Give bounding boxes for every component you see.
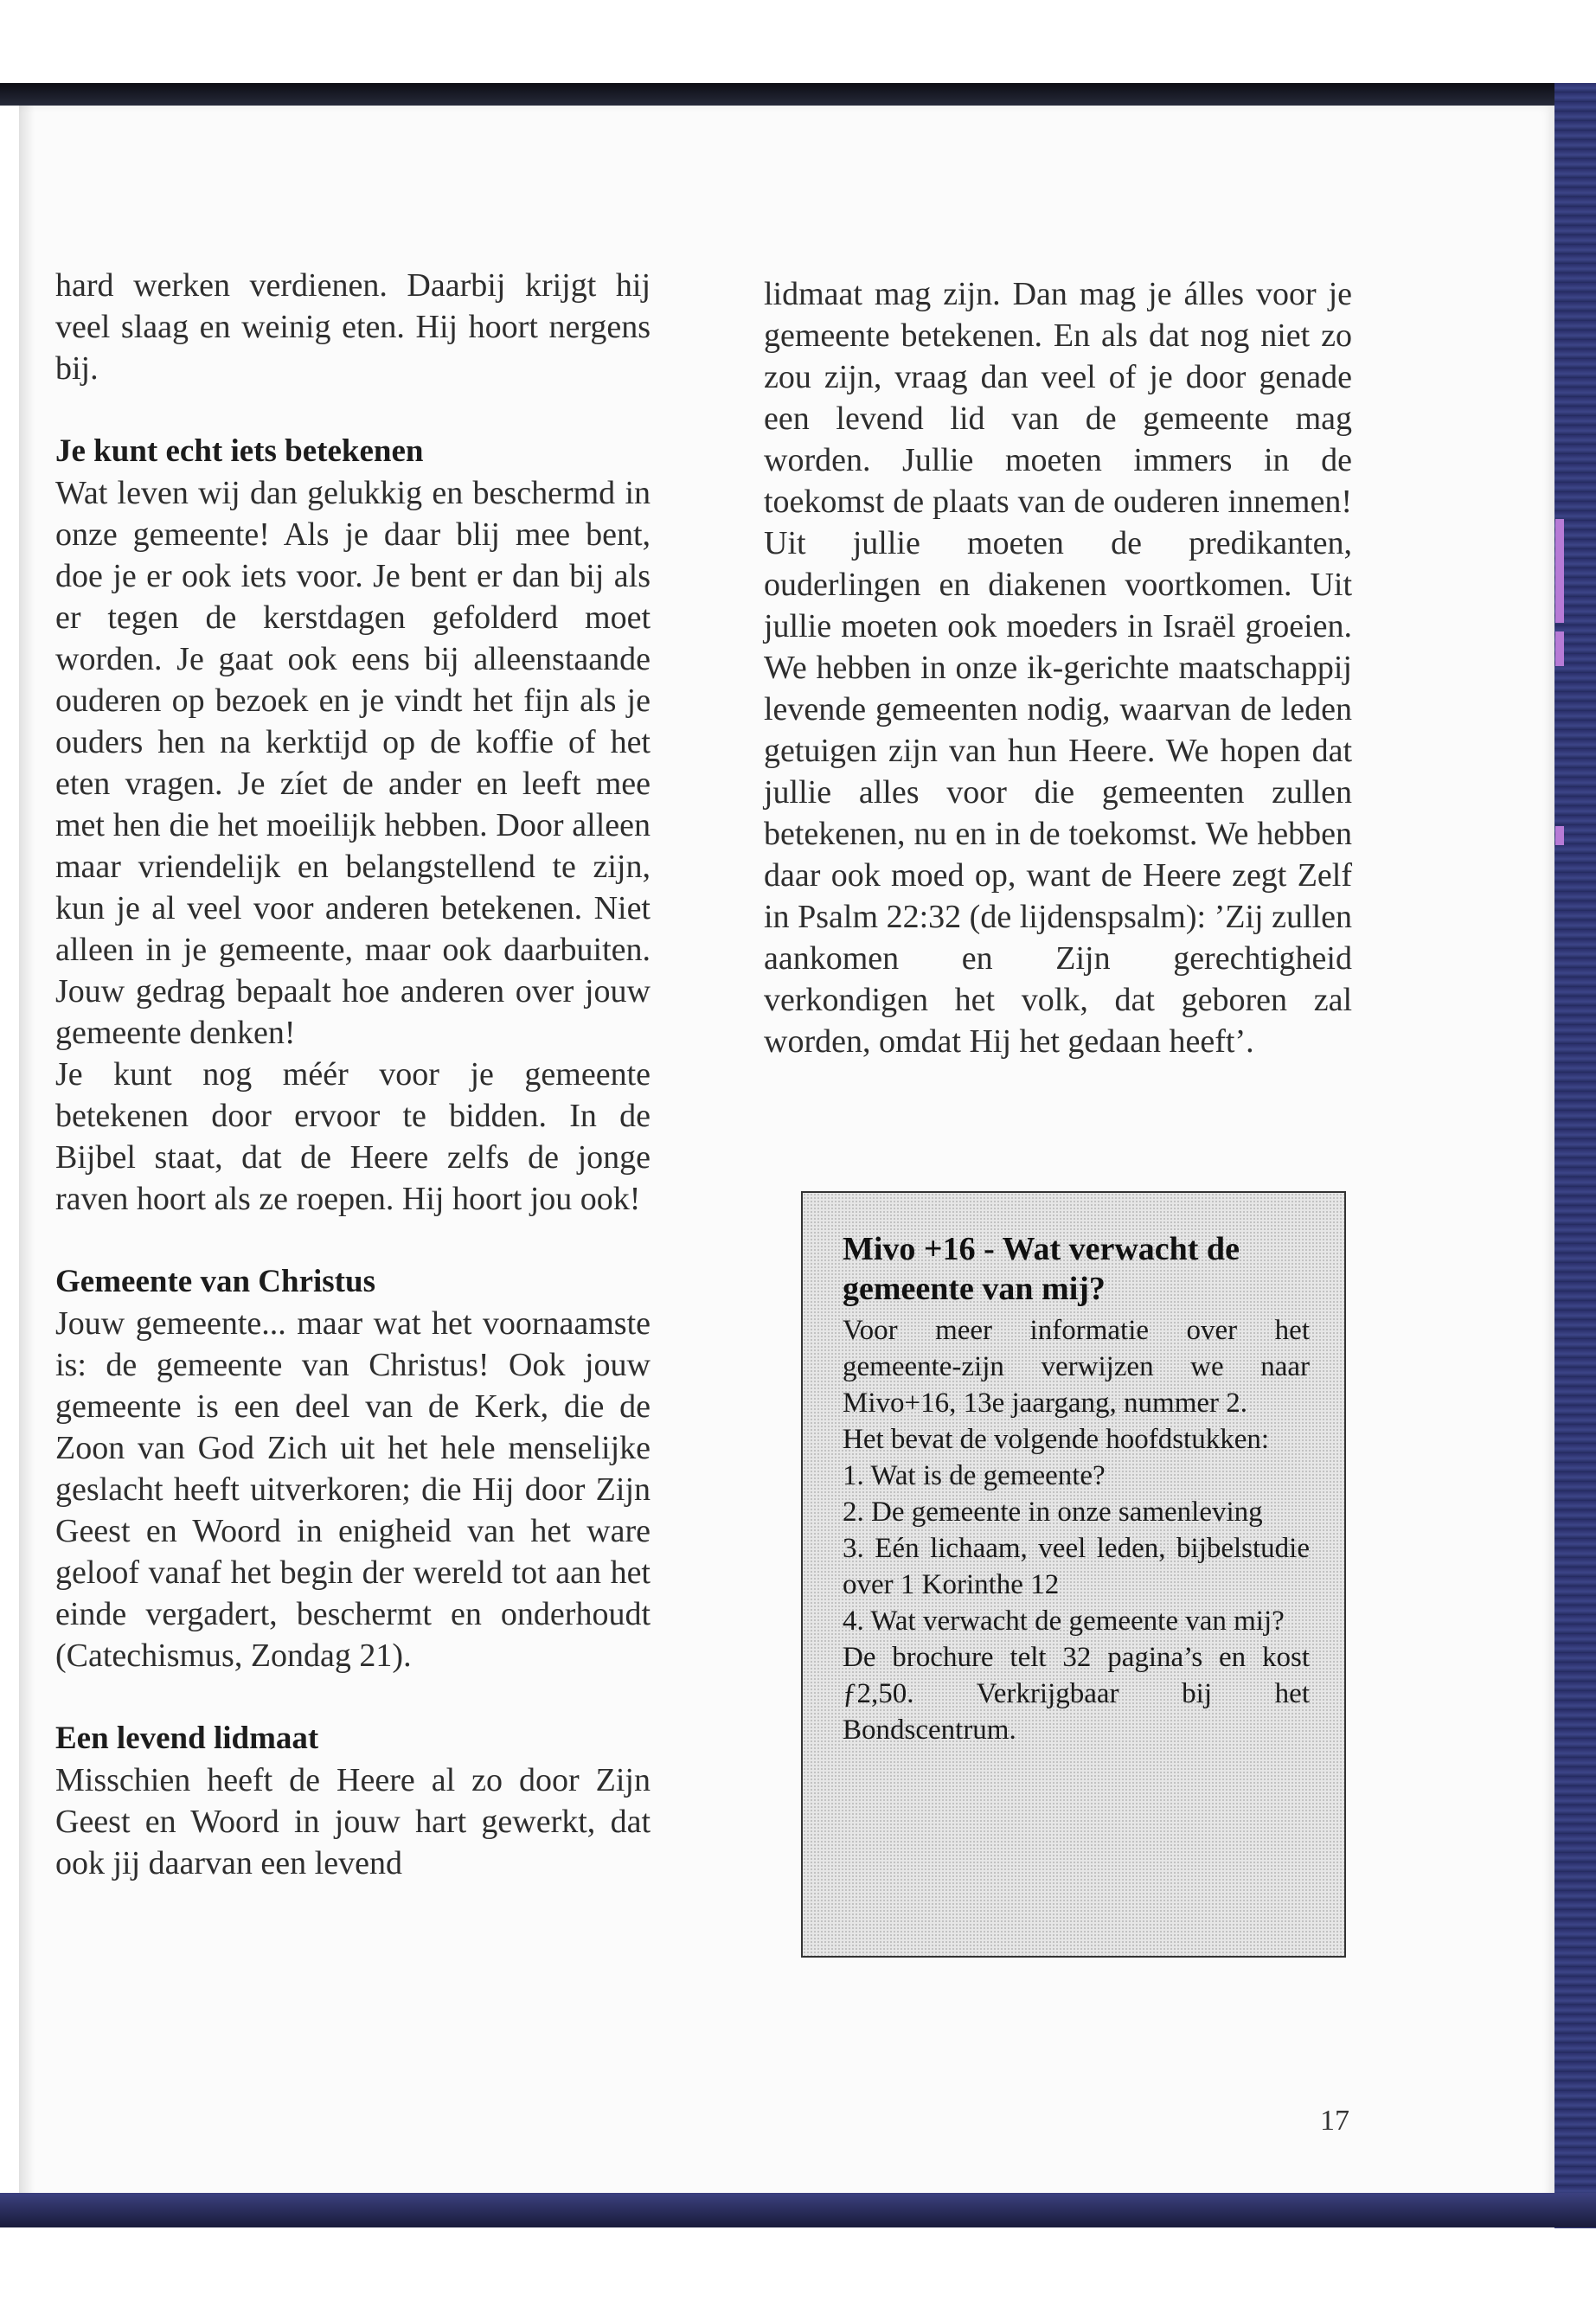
purple-tab-marker bbox=[1555, 826, 1564, 845]
info-box-footer: De brochure telt 32 pagina’s en kost ƒ2,50. Verkrijgbaar bij het Bondscentrum. bbox=[843, 1642, 1310, 1746]
top-cover-edge bbox=[0, 83, 1596, 106]
section-heading: Je kunt echt iets betekenen bbox=[55, 433, 424, 469]
right-column bbox=[764, 273, 1352, 1062]
section-heading: Een levend lidmaat bbox=[55, 1721, 319, 1756]
info-box bbox=[801, 1191, 1346, 1958]
info-box-title: Mivo +16 - Wat verwacht de gemeente van mij? bbox=[843, 1231, 1240, 1307]
paragraph: Jouw gemeente... maar wat het voornaamste is: de gemeente van Christus! Ook jouw gemeente is een deel van de Kerk, die de Zoon van God Zich uit het hele menselijke geslacht heeft uitverkoren; die Hij door Zijn Geest en Woord in enigheid van het ware geloof vanaf het begin der wereld tot aan het einde vergadert, beschermt en onderhoudt (Catechismus, Zondag 21). bbox=[55, 1305, 651, 1674]
chapter-item: 2. De gemeente in onze samenleving bbox=[843, 1497, 1263, 1528]
bottom-cover-edge bbox=[0, 2193, 1596, 2227]
page-number: 17 bbox=[1320, 2105, 1349, 2137]
right-cover-edge bbox=[1554, 83, 1596, 2228]
paragraph: Je kunt nog méér voor je gemeente betekenen door ervoor te bidden. In de Bijbel staat, dat de Heere zelfs de jonge raven hoort als ze roepen. Hij hoort jou ook! bbox=[55, 1056, 651, 1217]
paragraph: Wat leven wij dan gelukkig en beschermd in onze gemeente! Als je daar blij mee bent, doe je er ook iets voor. Je bent er dan bij als er tegen de kerstdagen gefolderd moet worden. Je gaat ook eens bij alleenstaande ouderen op bezoek en je vindt het fijn als je ouders hen na kerktijd op de koffie of het eten vragen. Je zíet de ander en leeft mee met hen die het moeilijk hebben. Door alleen maar vriendelijk en belangstellend te zijn, kun je al veel voor anderen betekenen. Niet alleen in je gemeente, maar ook daarbuiten. Jouw gedrag bepaalt hoe anderen over jouw gemeente denken! bbox=[55, 475, 651, 1051]
info-box-intro: Voor meer informatie over het gemeente-zijn verwijzen we naar Mivo+16, 13e jaargang, nummer 2. bbox=[843, 1315, 1310, 1419]
section-heading: Gemeente van Christus bbox=[55, 1264, 375, 1299]
info-box-contents-intro: Het bevat de volgende hoofdstukken: bbox=[843, 1424, 1270, 1455]
chapter-list bbox=[843, 1458, 1310, 1639]
purple-tab-marker bbox=[1555, 519, 1564, 623]
chapter-item: 1. Wat is de gemeente? bbox=[843, 1460, 1106, 1491]
paragraph: Misschien heeft de Heere al zo door Zijn Geest en Woord in jouw hart gewerkt, dat ook jij daarvan een levend bbox=[55, 1762, 651, 1881]
paragraph: lidmaat mag zijn. Dan mag je álles voor je gemeente betekenen. En als dat nog niet zo zou zijn, vraag dan veel of je door genade een levend lid van de gemeente mag worden. Jullie moeten immers in de toekomst de plaats van de ouderen innemen! Uit jullie moeten de predikanten, ouderlingen en diakenen voortkomen. Uit jullie moeten ook moeders in Israël groeien. We hebben in onze ik-gerichte maatschappij levende gemeenten nodig, waarvan de leden getuigen zijn van hun Heere. We hopen dat jullie alles voor die gemeenten zullen betekenen, nu en in de toekomst. We hebben daar ook moed op, want de Heere zegt Zelf in Psalm 22:32 (de lijdenspsalm): ’Zij zullen aankomen en Zijn gerechtigheid verkondigen het volk, dat geboren zal worden, omdat Hij het gedaan heeft’. bbox=[764, 276, 1352, 1060]
paragraph: hard werken verdienen. Daarbij krijgt hij veel slaag en weinig eten. Hij hoort nergens bij. bbox=[55, 267, 651, 387]
gutter-shadow bbox=[19, 106, 35, 2193]
purple-tab-marker bbox=[1555, 631, 1564, 666]
left-column bbox=[55, 265, 651, 1884]
chapter-item: 3. Eén lichaam, veel leden, bijbelstudie over 1 Korinthe 12 bbox=[843, 1533, 1310, 1600]
chapter-item: 4. Wat verwacht de gemeente van mij? bbox=[843, 1606, 1285, 1637]
